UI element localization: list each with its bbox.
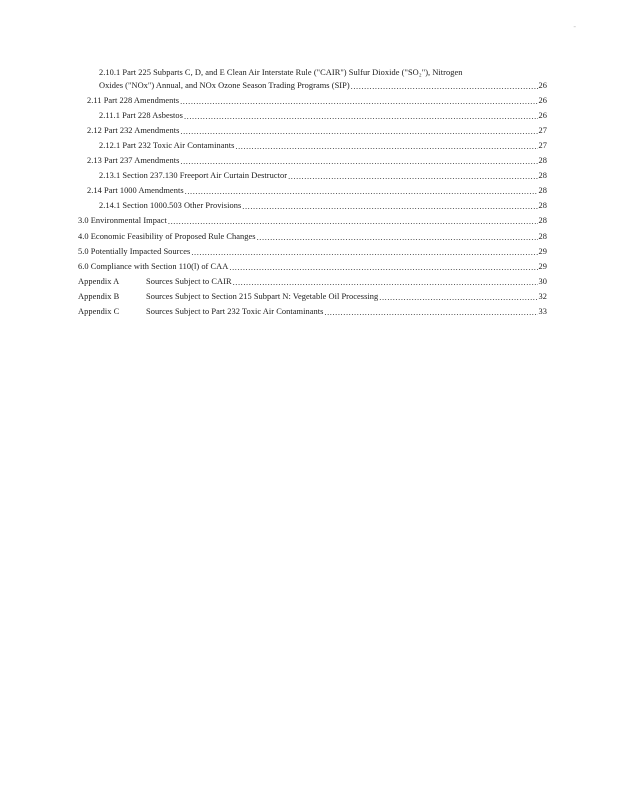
toc-entry-title: 2.12 Part 232 Amendments xyxy=(87,125,180,135)
toc-entry[interactable] xyxy=(78,261,547,274)
dot-leader xyxy=(379,294,537,304)
dot-leader xyxy=(191,248,537,258)
toc-entry[interactable] xyxy=(78,231,547,244)
dot-leader xyxy=(180,127,537,137)
toc-entry-title: 2.14.1 Section 1000.503 Other Provisions xyxy=(99,201,242,211)
toc-entry[interactable] xyxy=(78,170,547,183)
toc-entry-title: 2.11 Part 228 Amendments xyxy=(87,95,180,105)
toc-entry-appendix[interactable] xyxy=(78,291,547,304)
dot-leader xyxy=(351,82,538,92)
toc-page-number: 26 xyxy=(538,95,547,105)
toc-page-number: 32 xyxy=(538,291,547,301)
table-of-contents xyxy=(78,67,547,321)
dot-leader xyxy=(233,278,538,288)
toc-entry[interactable] xyxy=(78,246,547,259)
toc-page-number: 28 xyxy=(538,216,547,226)
toc-entry[interactable] xyxy=(78,155,547,168)
toc-entry[interactable] xyxy=(78,67,547,92)
toc-entry-title: 2.13 Part 237 Amendments xyxy=(87,156,180,166)
toc-page-number: 27 xyxy=(538,140,547,150)
toc-entry-title: 6.0 Compliance with Section 110(l) of CAA xyxy=(78,261,229,271)
dot-leader xyxy=(229,263,537,273)
dot-leader xyxy=(180,97,537,107)
toc-entry-title: Oxides ("NOx") Annual, and NOx Ozone Season Trading Programs (SIP) xyxy=(99,80,350,90)
toc-entry[interactable] xyxy=(78,215,547,228)
toc-entry[interactable] xyxy=(78,110,547,123)
toc-page-number: 33 xyxy=(538,307,547,316)
toc-page-number: 28 xyxy=(538,201,547,211)
toc-page-number: 26 xyxy=(538,110,547,120)
dot-leader xyxy=(257,233,538,243)
toc-entry-title: Sources Subject to CAIR xyxy=(146,276,232,286)
toc-page-number: 28 xyxy=(538,156,547,166)
appendix-letter: Appendix A xyxy=(78,276,120,286)
toc-entry-title: 5.0 Potentially Impacted Sources xyxy=(78,246,191,256)
toc-entry[interactable] xyxy=(78,125,547,138)
toc-entry-title: 3.0 Environmental Impact xyxy=(78,216,167,226)
toc-entry-appendix[interactable] xyxy=(78,276,547,289)
dot-leader xyxy=(185,188,538,198)
dot-leader xyxy=(288,173,537,183)
dot-leader xyxy=(324,309,537,319)
appendix-letter: Appendix C xyxy=(78,307,120,316)
toc-page-number: 26 xyxy=(538,80,547,90)
toc-page-number: 27 xyxy=(538,125,547,135)
dot-leader xyxy=(242,203,537,213)
toc-page-number: 29 xyxy=(538,246,547,256)
toc-entry[interactable] xyxy=(78,140,547,153)
toc-entry-appendix[interactable] xyxy=(78,306,547,319)
toc-entry[interactable] xyxy=(78,200,547,213)
page-marker: - xyxy=(573,22,576,31)
toc-page-number: 28 xyxy=(538,231,547,241)
toc-page-number: 29 xyxy=(538,261,547,271)
toc-entry-title-line1: 2.10.1 Part 225 Subparts C, D, and E Clean Air Interstate Rule ("CAIR") Sulfur Dioxide ("SO₂"), Nitrogen xyxy=(99,68,463,77)
toc-entry-title: 4.0 Economic Feasibility of Proposed Rule Changes xyxy=(78,231,256,241)
toc-entry[interactable] xyxy=(78,95,547,108)
toc-entry[interactable] xyxy=(78,185,547,198)
toc-entry-title: 2.14 Part 1000 Amendments xyxy=(87,186,184,196)
appendix-letter: Appendix B xyxy=(78,291,120,301)
toc-page-number: 28 xyxy=(538,186,547,196)
toc-entry-title: Sources Subject to Section 215 Subpart N: Vegetable Oil Processing xyxy=(146,291,379,301)
toc-entry-title: 2.11.1 Part 228 Asbestos xyxy=(99,110,183,120)
toc-page-number: 30 xyxy=(538,276,547,286)
toc-entry-title: 2.12.1 Part 232 Toxic Air Contaminants xyxy=(99,140,235,150)
dot-leader xyxy=(168,218,538,228)
toc-page-number: 28 xyxy=(538,171,547,181)
dot-leader xyxy=(184,112,538,122)
toc-entry-title: Sources Subject to Part 232 Toxic Air Contaminants xyxy=(146,307,324,316)
dot-leader xyxy=(180,158,537,168)
dot-leader xyxy=(235,143,537,153)
toc-entry-title: 2.13.1 Section 237.130 Freeport Air Curtain Destructor xyxy=(99,171,288,181)
